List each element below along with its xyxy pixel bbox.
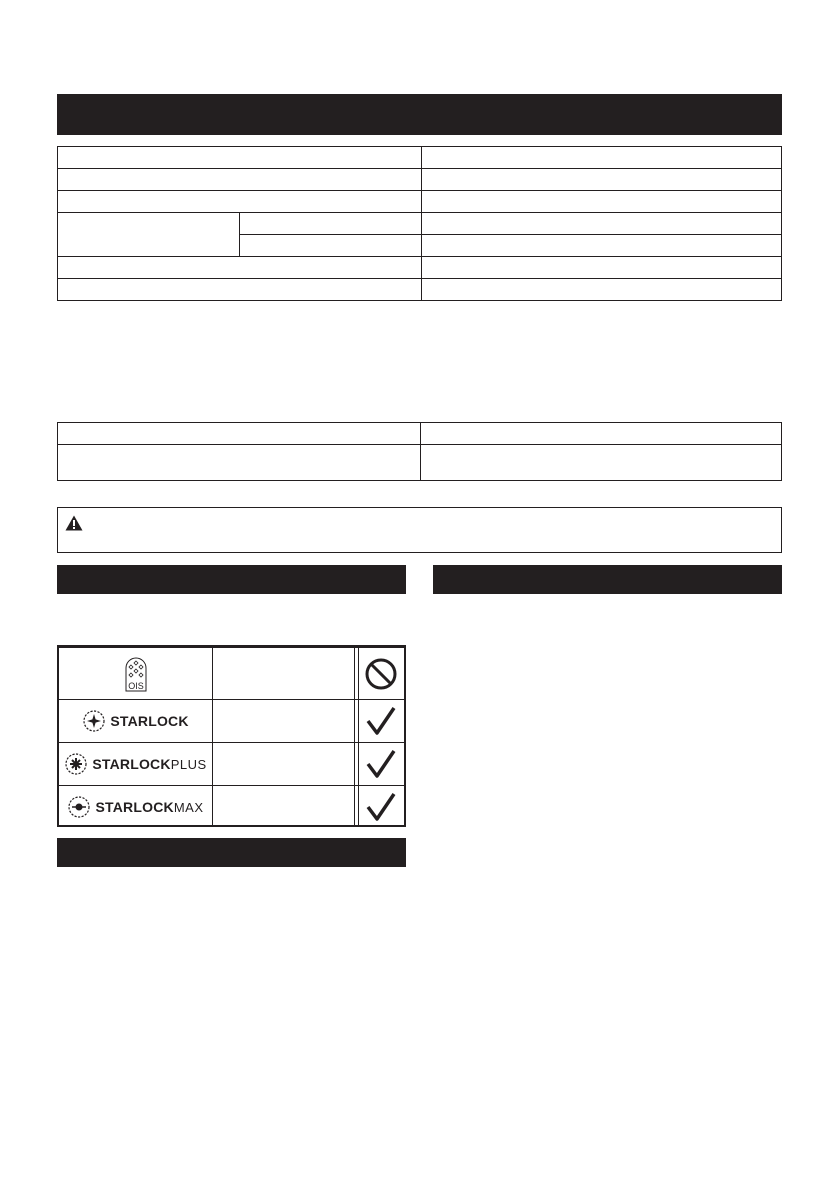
spec-cell bbox=[422, 213, 782, 235]
starlock-gear-icon bbox=[82, 709, 106, 733]
starlock-max-logo bbox=[59, 786, 212, 828]
spec-cell bbox=[422, 279, 782, 301]
starlock-plus-logo-text: STARLOCK bbox=[92, 756, 171, 772]
prohibited-mark-cell bbox=[358, 648, 404, 699]
compat-row-starlock bbox=[59, 699, 404, 742]
secondary-cell bbox=[58, 423, 421, 445]
spec-cell bbox=[422, 147, 782, 169]
secondary-cell bbox=[58, 445, 421, 481]
starlock-max-logo-text: STARLOCK bbox=[95, 799, 174, 815]
spec-cell bbox=[422, 257, 782, 279]
spec-cell bbox=[240, 235, 422, 257]
check-icon bbox=[366, 749, 396, 779]
spec-cell bbox=[422, 235, 782, 257]
prohibited-icon bbox=[364, 657, 398, 691]
left-section-bar bbox=[57, 565, 406, 594]
header-bar bbox=[57, 94, 782, 135]
check-icon bbox=[366, 706, 396, 736]
starlock-plus-logo bbox=[59, 743, 212, 785]
spec-cell bbox=[58, 257, 422, 279]
secondary-cell bbox=[421, 423, 782, 445]
ois-logo bbox=[59, 648, 212, 699]
spec-cell bbox=[422, 169, 782, 191]
compat-row-starlock-max bbox=[59, 785, 404, 828]
check-mark-cell bbox=[358, 700, 404, 742]
spec-cell bbox=[240, 213, 422, 235]
secondary-cell bbox=[421, 445, 782, 481]
ois-logo-text: OIS bbox=[127, 680, 144, 691]
spec-cell bbox=[422, 191, 782, 213]
warning-box bbox=[57, 507, 782, 553]
starlock-plus-suffix: PLUS bbox=[170, 756, 207, 772]
starlock-max-gear-icon bbox=[67, 795, 91, 819]
starlock-logo bbox=[59, 700, 212, 742]
ois-blade-icon bbox=[123, 656, 149, 692]
right-section-bar bbox=[433, 565, 782, 594]
starlock-plus-gear-icon bbox=[64, 752, 88, 776]
check-mark-cell bbox=[358, 743, 404, 785]
starlock-max-suffix: MAX bbox=[173, 799, 204, 815]
lower-left-section-bar bbox=[57, 838, 406, 867]
spec-cell bbox=[58, 213, 240, 257]
warning-triangle-icon bbox=[65, 515, 83, 531]
starlock-logo-text: STARLOCK bbox=[110, 713, 189, 729]
check-icon bbox=[366, 792, 396, 822]
compat-row-ois bbox=[59, 647, 404, 699]
specifications-table bbox=[57, 146, 782, 301]
secondary-table bbox=[57, 422, 782, 481]
spec-cell bbox=[58, 169, 422, 191]
check-mark-cell bbox=[358, 786, 404, 828]
blade-compatibility-table bbox=[57, 645, 406, 827]
compat-row-starlock-plus bbox=[59, 742, 404, 785]
spec-cell bbox=[58, 279, 422, 301]
spec-cell bbox=[58, 147, 422, 169]
spec-cell bbox=[58, 191, 422, 213]
